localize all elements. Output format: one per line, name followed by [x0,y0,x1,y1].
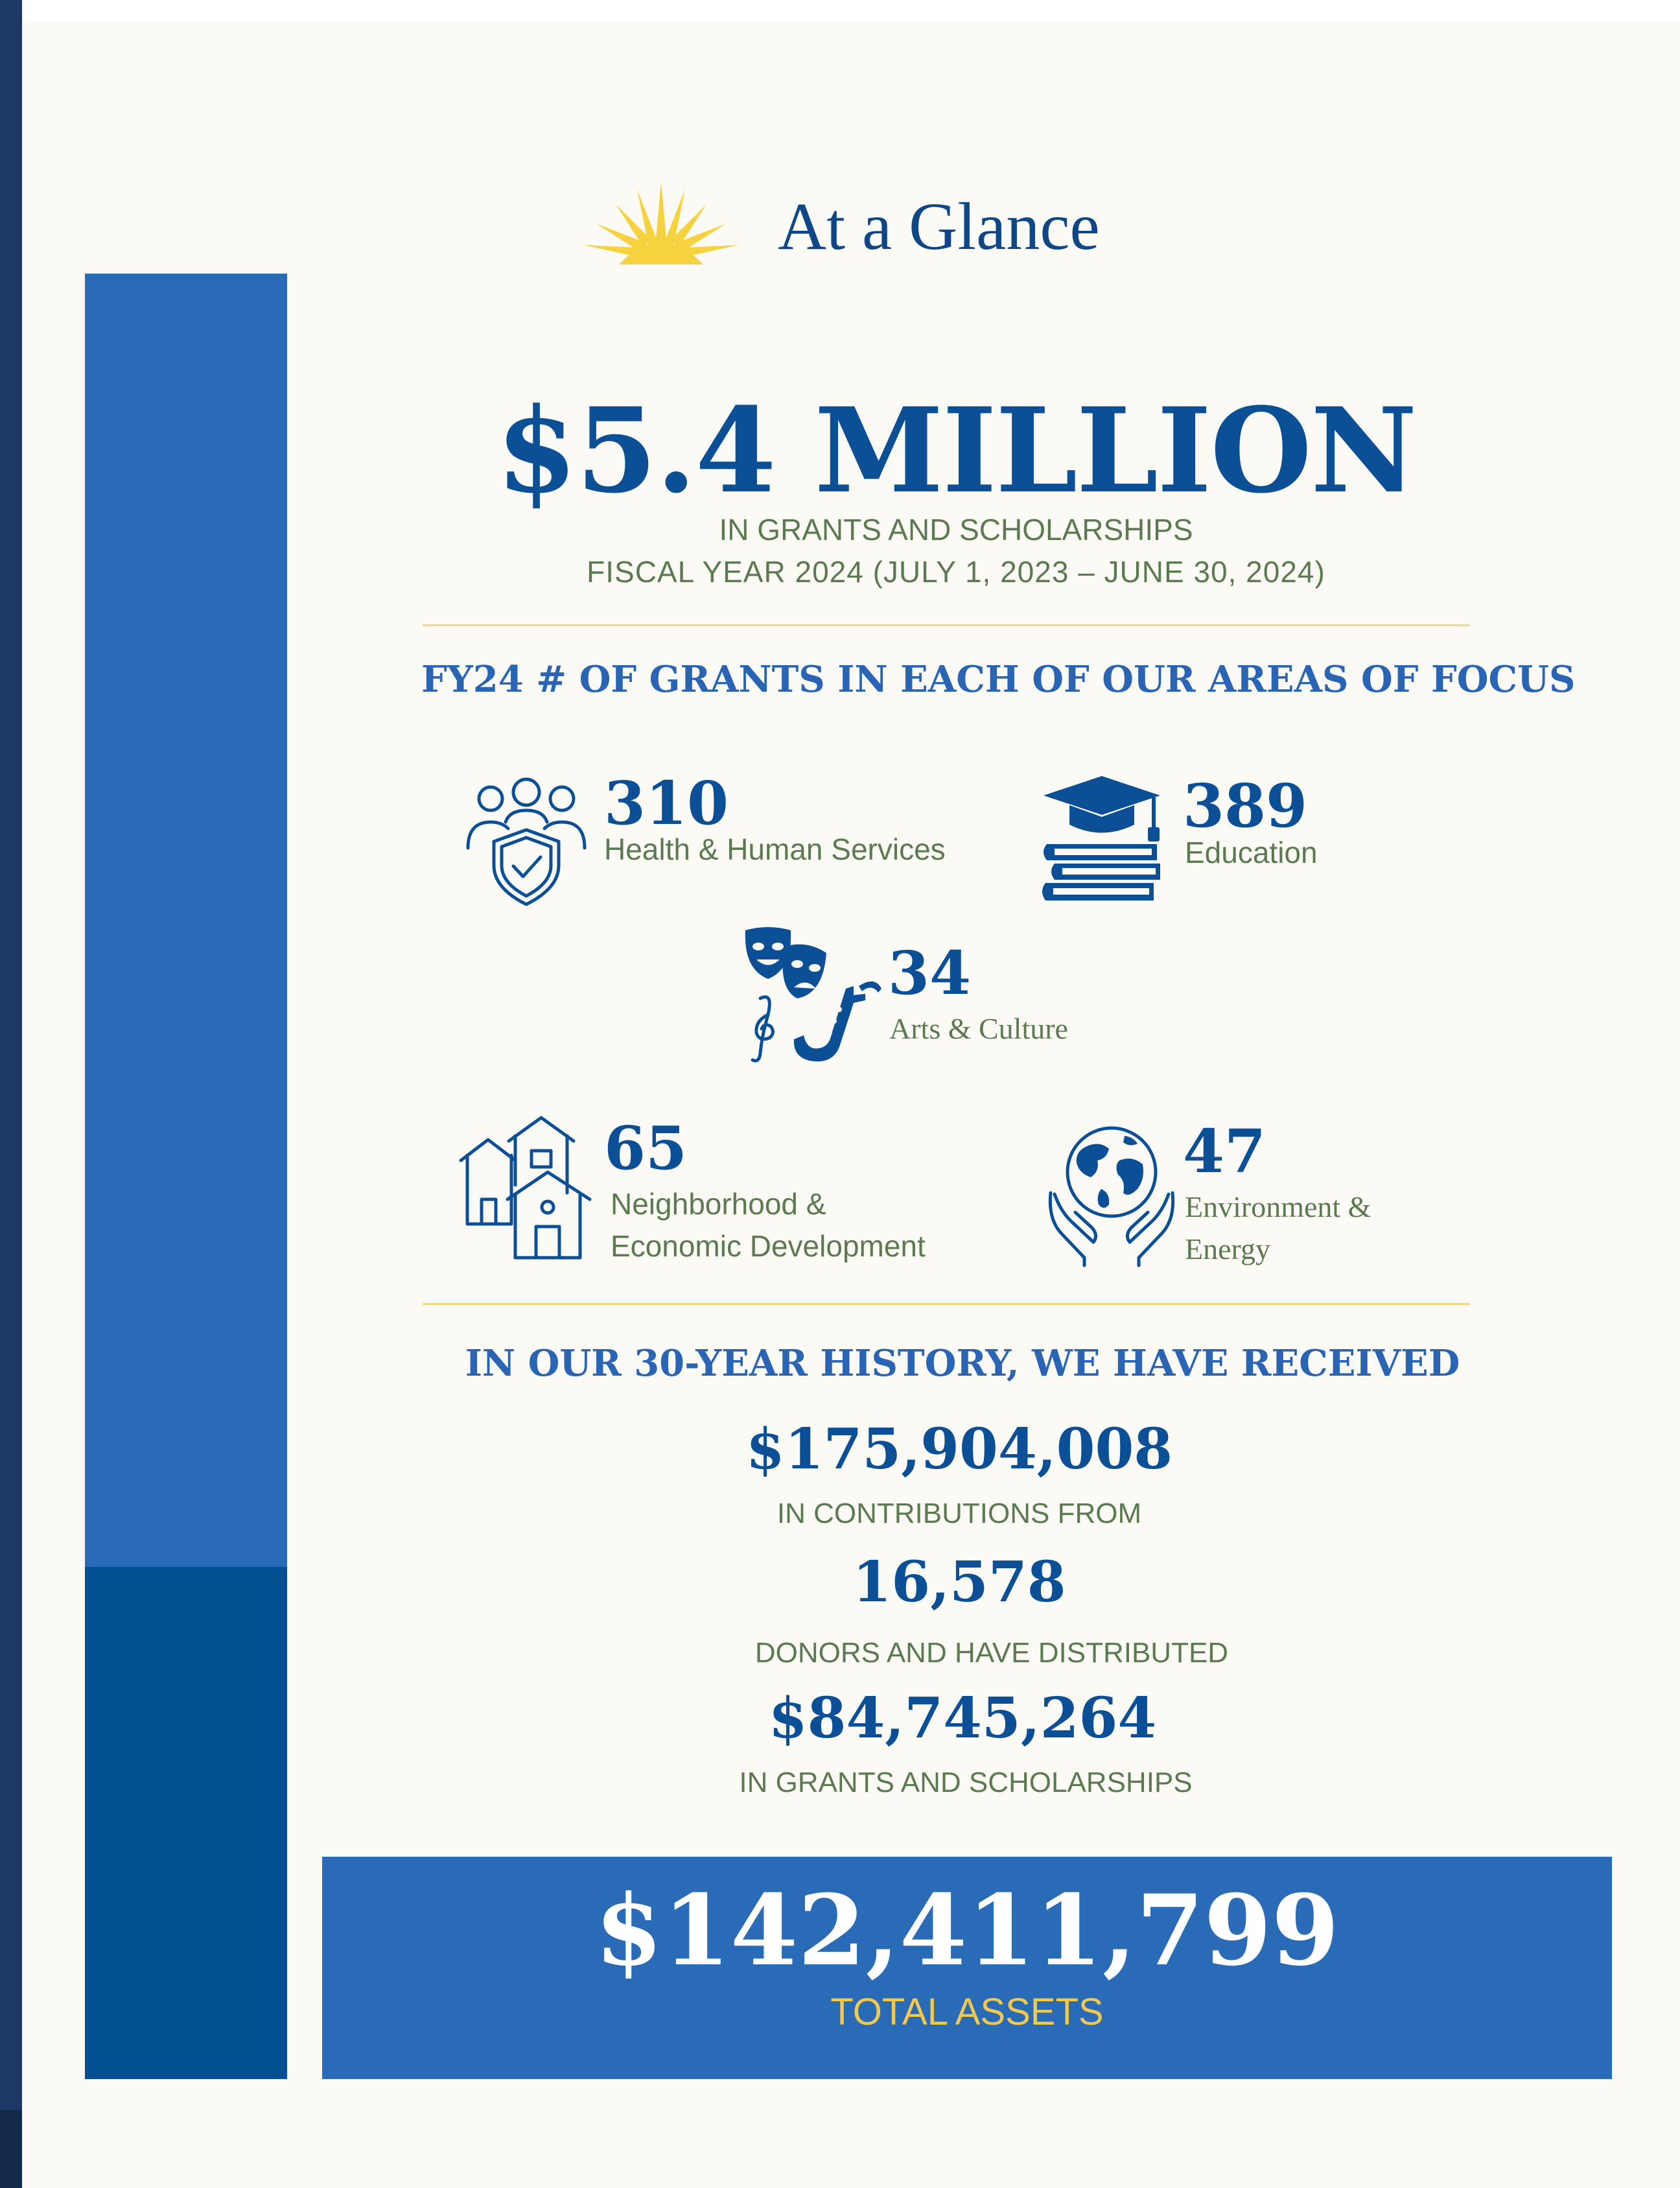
graduation-cap-books-icon [1040,773,1163,902]
focus-label-environment-2: Energy [1185,1232,1271,1265]
left-edge-band-bottom [0,2110,22,2188]
focus-count-arts: 34 [888,938,972,1008]
focus-label-health: Health & Human Services [604,832,946,866]
houses-icon [457,1115,600,1261]
grants-caption: IN GRANTS AND SCHOLARSHIPS [719,513,1193,547]
focus-label-neighborhood-2: Economic Development [611,1229,926,1263]
focus-count-health: 310 [604,768,729,838]
focus-count-education: 389 [1183,771,1308,841]
focus-heading: FY24 # OF GRANTS IN EACH OF OUR AREAS OF FOCUS [421,658,1576,701]
focus-label-environment-1: Environment & [1185,1190,1371,1223]
globe-in-hands-icon [1047,1122,1176,1267]
side-bar-lower [85,1567,287,2079]
left-edge-band [0,0,22,2188]
total-assets-amount: $142,411,799 [594,1874,1340,1988]
total-assets-label: TOTAL ASSETS [830,1991,1104,2033]
focus-label-arts: Arts & Culture [889,1012,1068,1045]
donors-count: 16,578 [852,1549,1066,1615]
sunburst-logo-icon [580,175,742,272]
focus-count-environment: 47 [1183,1116,1266,1186]
contributions-amount: $175,904,008 [745,1417,1173,1482]
page-title: At a Glance [778,189,1100,264]
focus-count-neighborhood: 65 [604,1113,688,1183]
divider-bottom [423,1303,1470,1305]
focus-label-education: Education [1185,836,1318,869]
side-bar-upper [85,274,287,1567]
fiscal-year: FISCAL YEAR 2024 (JULY 1, 2023 – JUNE 30, 2024) [587,555,1325,589]
grants-total: $5.4 MILLION [496,382,1416,519]
top-strip [22,0,1680,22]
focus-label-neighborhood-1: Neighborhood & [611,1187,826,1221]
distributed-caption: IN GRANTS AND SCHOLARSHIPS [739,1767,1193,1798]
donors-caption: DONORS AND HAVE DISTRIBUTED [754,1637,1229,1669]
contributions-caption: IN CONTRIBUTIONS FROM [776,1498,1142,1529]
history-heading: IN OUR 30-YEAR HISTORY, WE HAVE RECEIVED [465,1342,1460,1385]
health-shield-people-icon [461,771,591,908]
theater-masks-music-icon [742,924,885,1066]
divider-top [423,624,1470,626]
distributed-amount: $84,745,264 [768,1686,1157,1751]
